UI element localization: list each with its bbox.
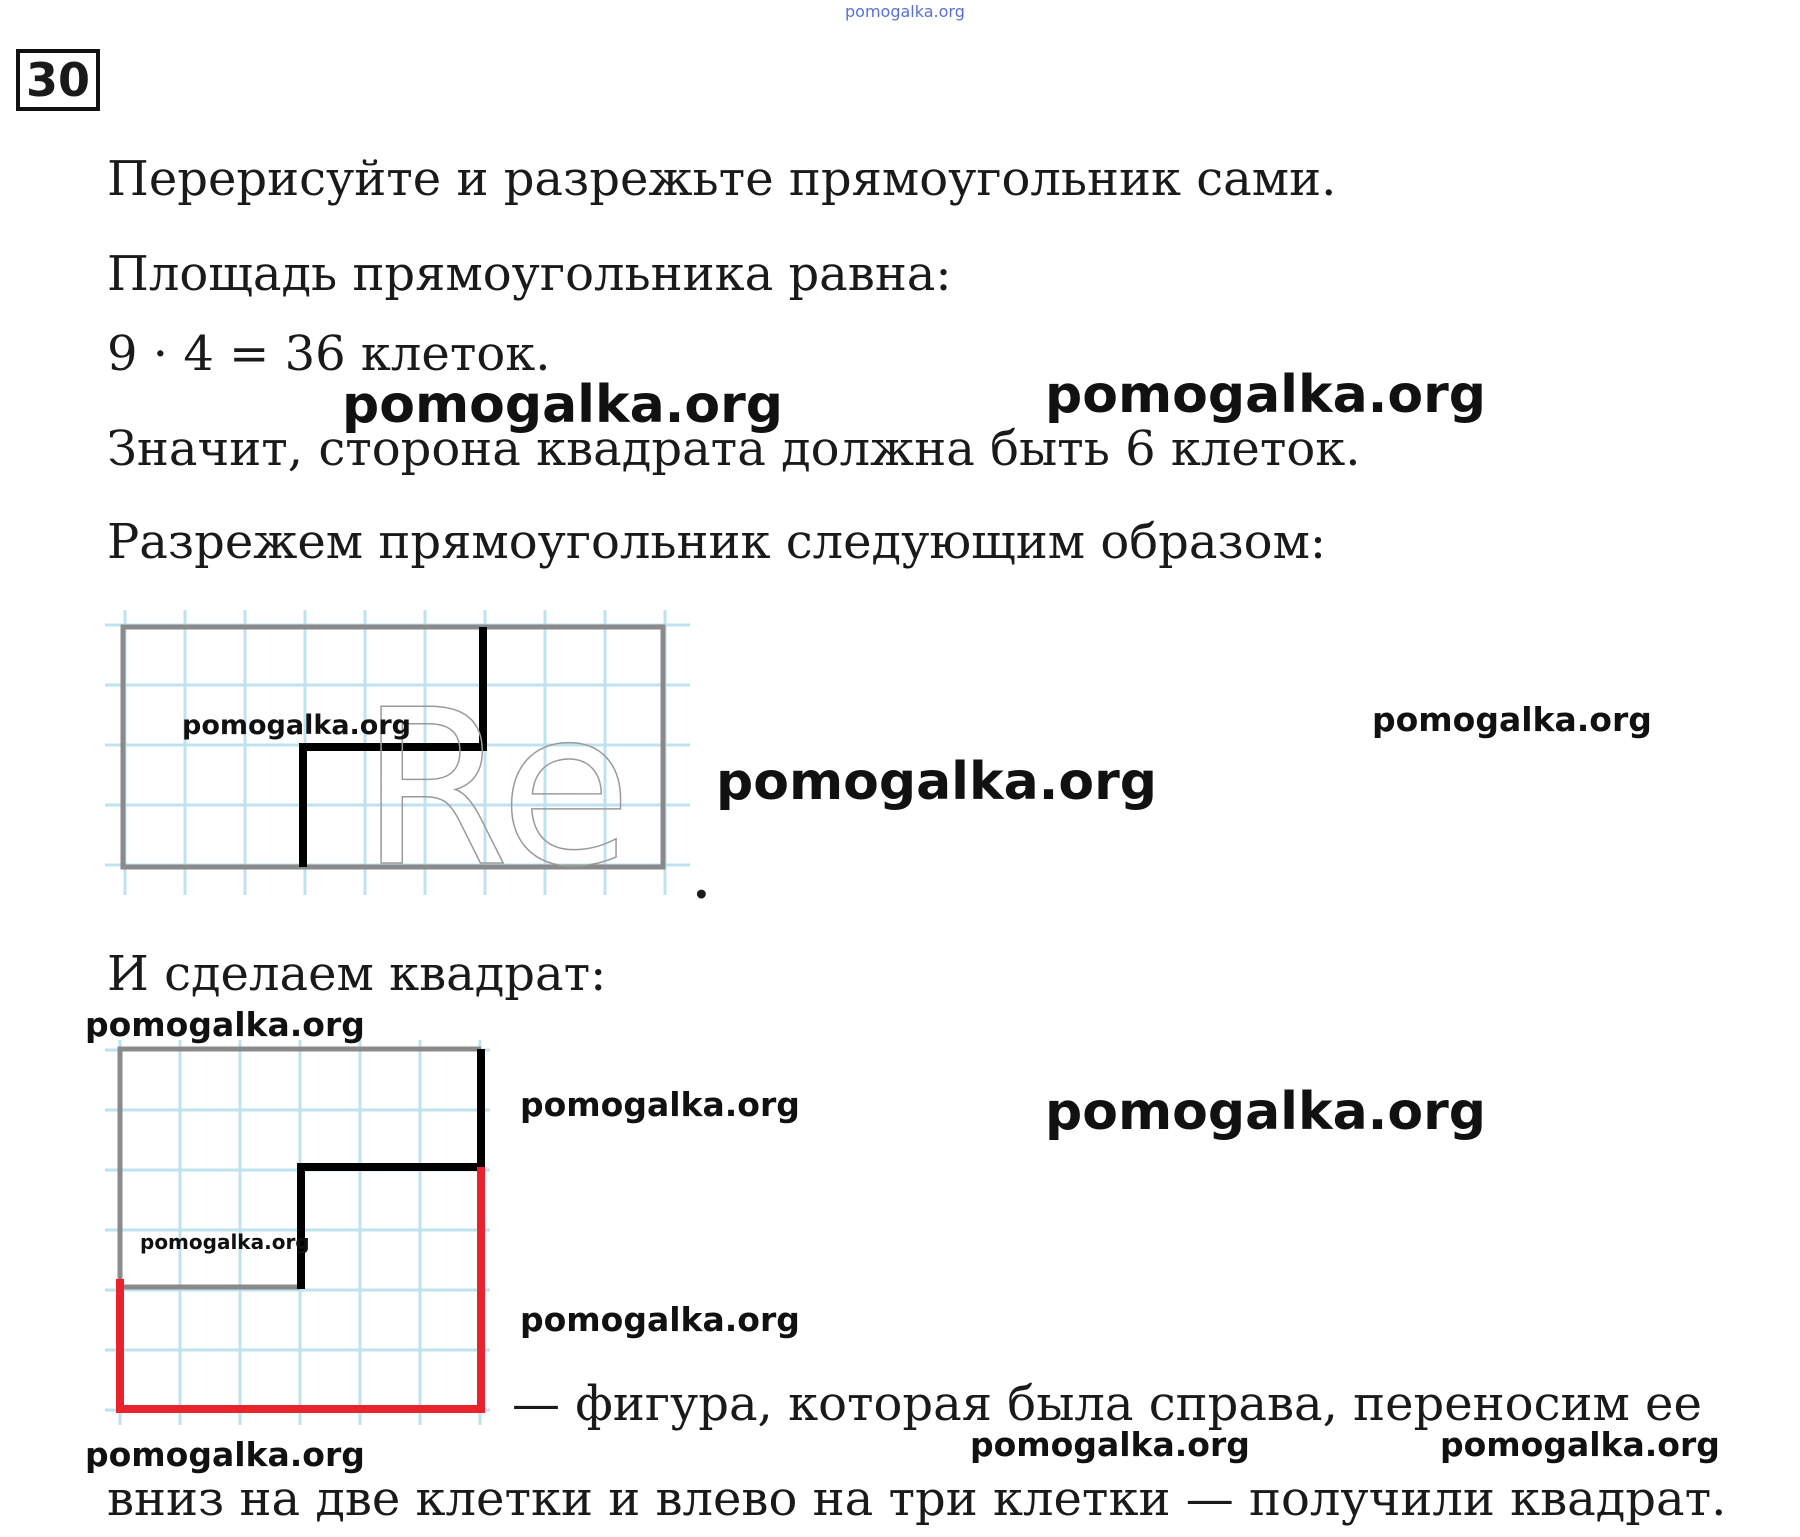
watermark: pomogalka.org (342, 375, 784, 435)
paragraph-result: вниз на две клетки и влево на три клетки — получили квадрат. (107, 1471, 1727, 1527)
watermark: pomogalka.org (182, 710, 411, 741)
staircase-cut-line-square (301, 1049, 481, 1289)
figure-rectangle-cut (105, 605, 695, 900)
top-watermark: pomogalka.org (845, 2, 965, 21)
watermark: pomogalka.org (140, 1230, 310, 1254)
paragraph-square-side: Значит, сторона квадрата должна быть 6 клеток. (107, 421, 1361, 477)
watermark: pomogalka.org (1045, 1082, 1487, 1142)
paragraph-cut-intro: Разрежем прямоугольник следующим образом: (107, 514, 1327, 570)
figure-dot: . (693, 854, 710, 910)
watermark: pomogalka.org (716, 752, 1158, 812)
watermark: pomogalka.org (85, 1435, 365, 1474)
watermark: pomogalka.org (1372, 700, 1652, 739)
watermark: pomogalka.org (1440, 1425, 1720, 1464)
paragraph-area-label: Площадь прямоугольника равна: (107, 246, 952, 302)
watermark: pomogalka.org (520, 1085, 800, 1124)
overlay-logo: Re (360, 663, 633, 900)
watermark: pomogalka.org (85, 1005, 365, 1044)
watermark: pomogalka.org (520, 1300, 800, 1339)
problem-number-box: 30 (16, 49, 100, 111)
watermark: pomogalka.org (1045, 365, 1487, 425)
watermark: pomogalka.org (970, 1425, 1250, 1464)
paragraph-moved-piece: — фигура, которая была справа, переносим ее (512, 1376, 1702, 1432)
paragraph-make-square: И сделаем квадрат: (107, 946, 607, 1002)
paragraph-area-formula: 9 · 4 = 36 клеток. (107, 326, 551, 382)
paragraph-redraw: Перерисуйте и разрежьте прямоугольник сами. (107, 151, 1337, 207)
